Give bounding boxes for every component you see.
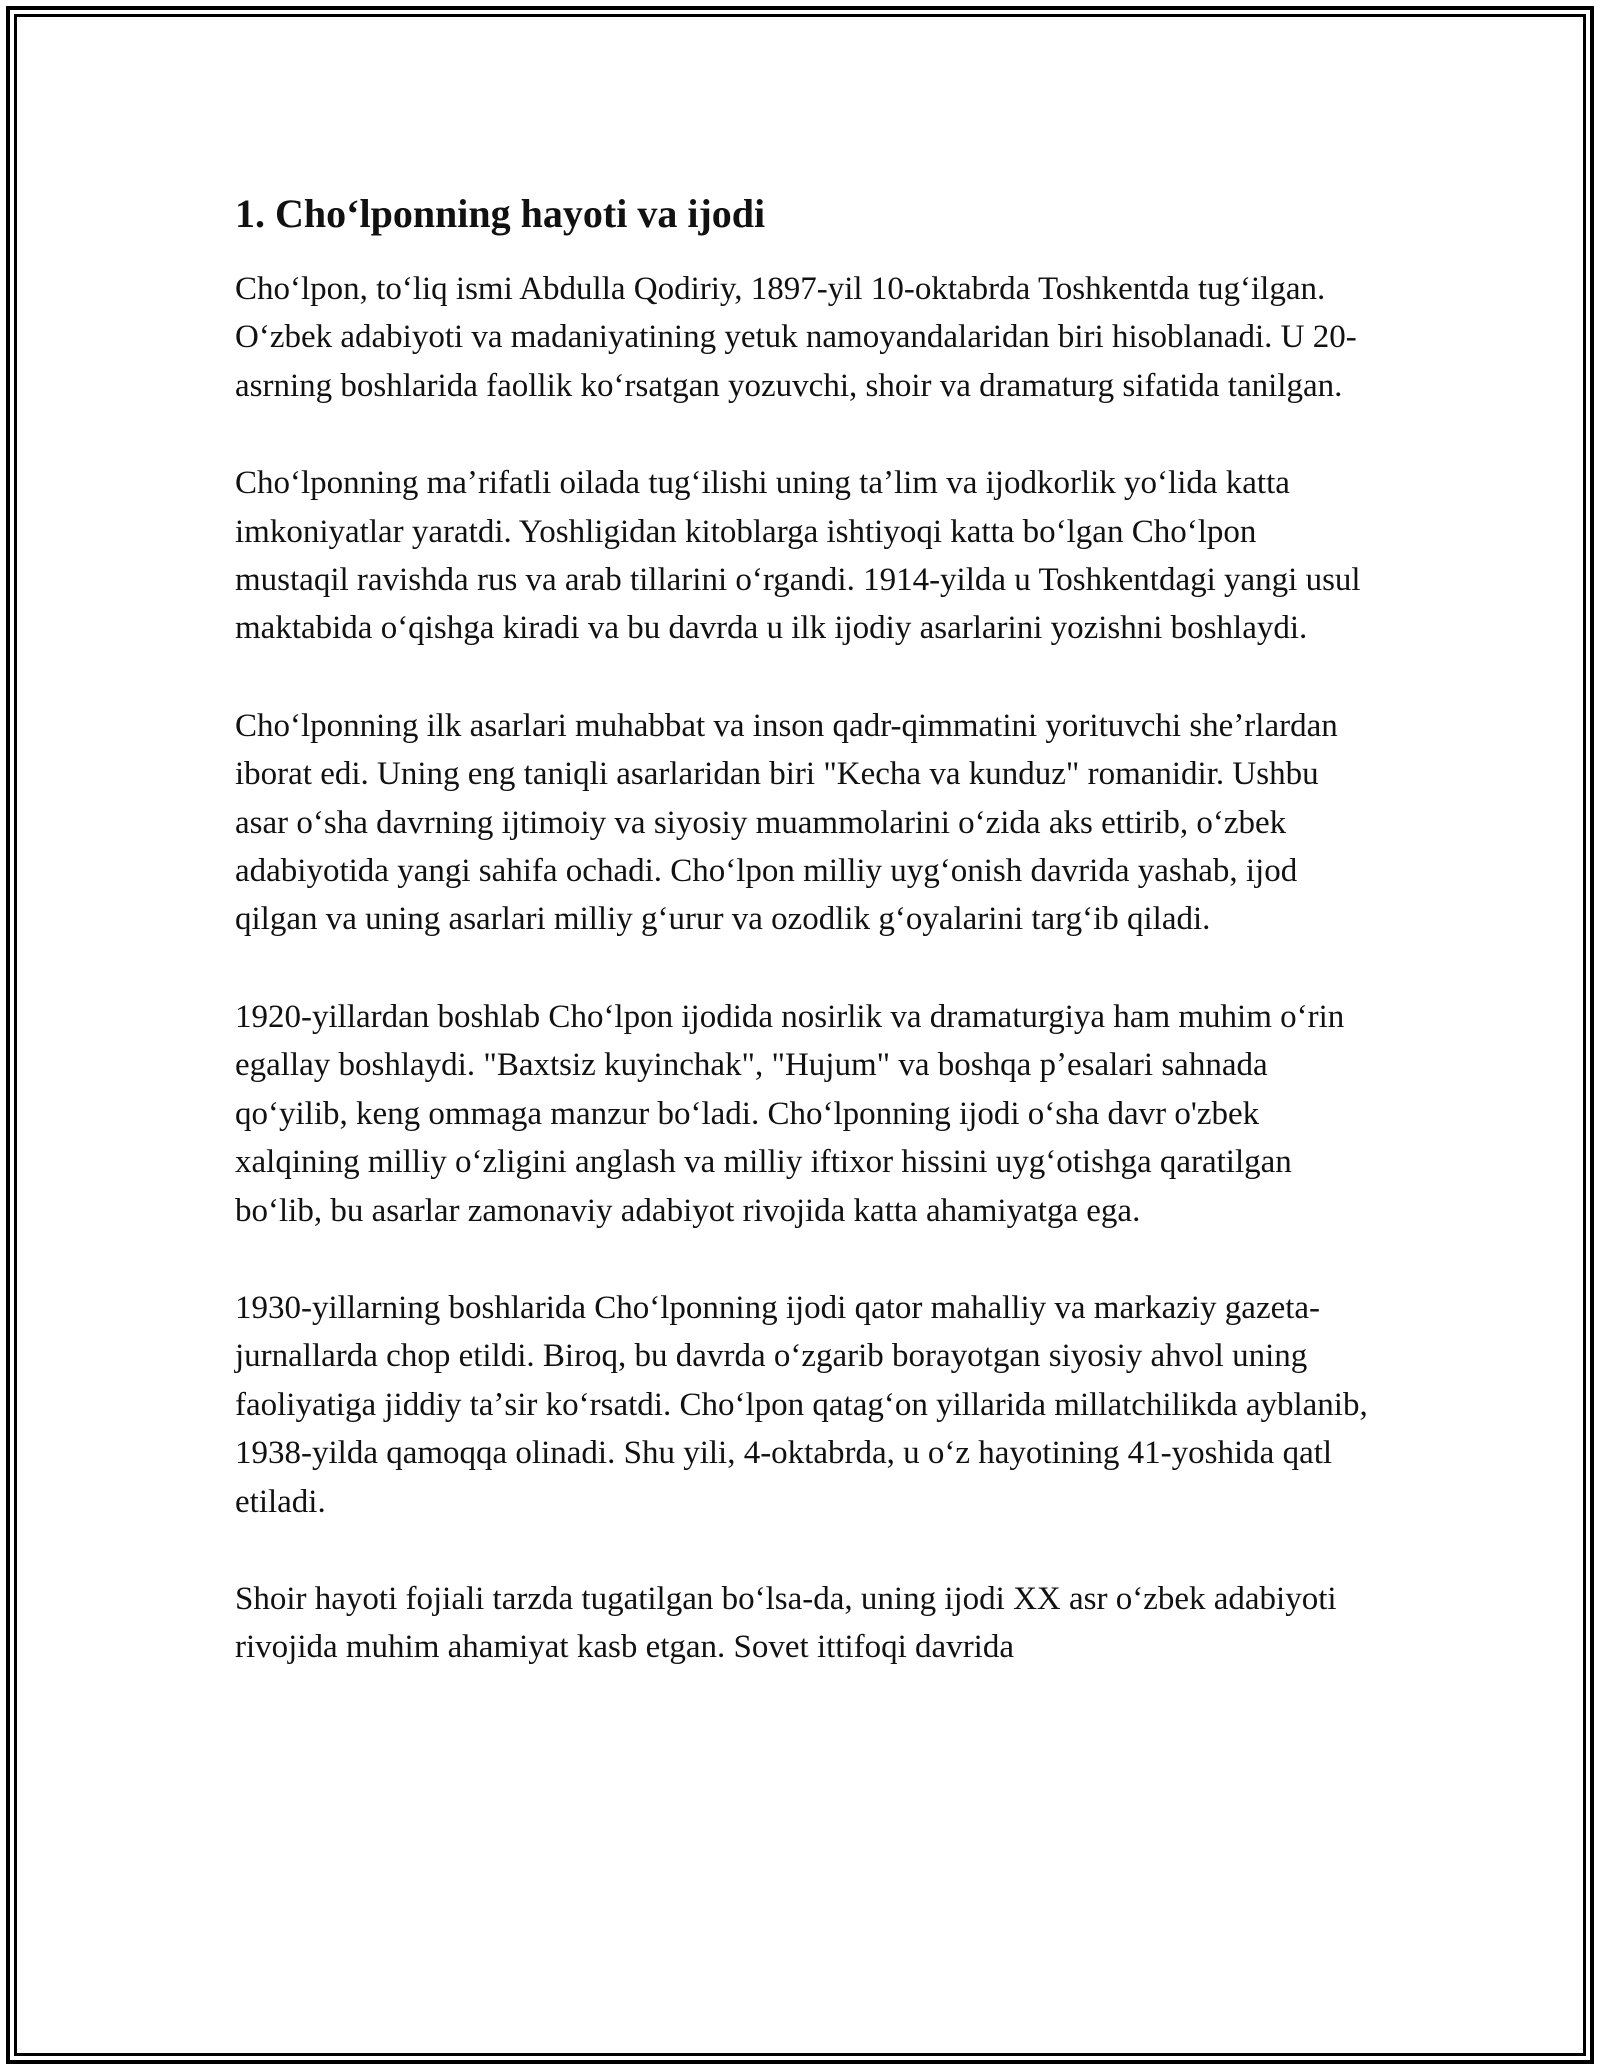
paragraph-4: 1920-yillardan boshlab Choʻlpon ijodida nosirlik va dramaturgiya ham muhim oʻrin egallay boshlaydi. "Baxtsiz kuyinchak", "Hujum" va boshqa pʼesalari sahnada qoʻyilib, keng ommaga manzur boʻladi. Choʻlponning ijodi oʻsha davr o'zbek xalqining milliy oʻzligini anglash va milliy iftixor hissini uygʻotishga qaratilgan boʻlib, bu asarlar zamonaviy adabiyot rivojida katta ahamiyatga ega. xyxy=(235,998,1345,1229)
paragraph-6: Shoir hayoti fojiali tarzda tugatilgan boʻlsa-da, uning ijodi XX asr oʻzbek adabiyoti rivojida muhim ahamiyat kasb etgan. Sovet ittifoqi davrida xyxy=(235,1580,1337,1666)
document-body xyxy=(235,185,1375,1721)
paragraph-2: Choʻlponning maʼrifatli oilada tugʻilishi uning taʼlim va ijodkorlik yoʻlida katta imkoniyatlar yaratdi. Yoshligidan kitoblarga ishtiyoqi katta boʻlgan Choʻlpon mustaqil ravishda rus va arab tillarini oʻrgandi. 1914-yilda u Toshkentdagi yangi usul maktabida oʻqishga kiradi va bu davrda u ilk ijodiy asarlarini yozishni boshlaydi. xyxy=(235,465,1361,647)
paragraph-1: Choʻlpon, toʻliq ismi Abdulla Qodiriy, 1897-yil 10-oktabrda Toshkentda tugʻilgan. Oʻzbek adabiyoti va madaniyatining yetuk namoyandalaridan biri hisoblanadi. U 20-asrning boshlarida faollik koʻrsatgan yozuvchi, shoir va dramaturg sifatida tanilgan. xyxy=(235,271,1357,404)
paragraph-5: 1930-yillarning boshlarida Choʻlponning ijodi qator mahalliy va markaziy gazeta-jurnallarda chop etildi. Biroq, bu davrda oʻzgarib borayotgan siyosiy ahvol uning faoliyatiga jiddiy taʼsir koʻrsatdi. Choʻlpon qatagʻon yillarida millatchilikda ayblanib, 1938-yilda qamoqqa olinadi. Shu yili, 4-oktabrda, u oʻz hayotining 41-yoshida qatl etiladi. xyxy=(235,1289,1368,1520)
document-title: 1. Choʻlponning hayoti va ijodi xyxy=(235,191,766,236)
paragraph-3: Choʻlponning ilk asarlari muhabbat va inson qadr-qimmatini yorituvchi sheʼrlardan iborat edi. Uning eng taniqli asarlaridan biri "Kecha va kunduz" romanidir. Ushbu asar oʻsha davrning ijtimoiy va siyosiy muammolarini oʻzida aks ettirib, oʻzbek adabiyotida yangi sahifa ochadi. Choʻlpon milliy uygʻonish davrida yashab, ijod qilgan va uning asarlari milliy gʻurur va ozodlik gʻoyalarini targʻib qiladi. xyxy=(235,707,1338,938)
